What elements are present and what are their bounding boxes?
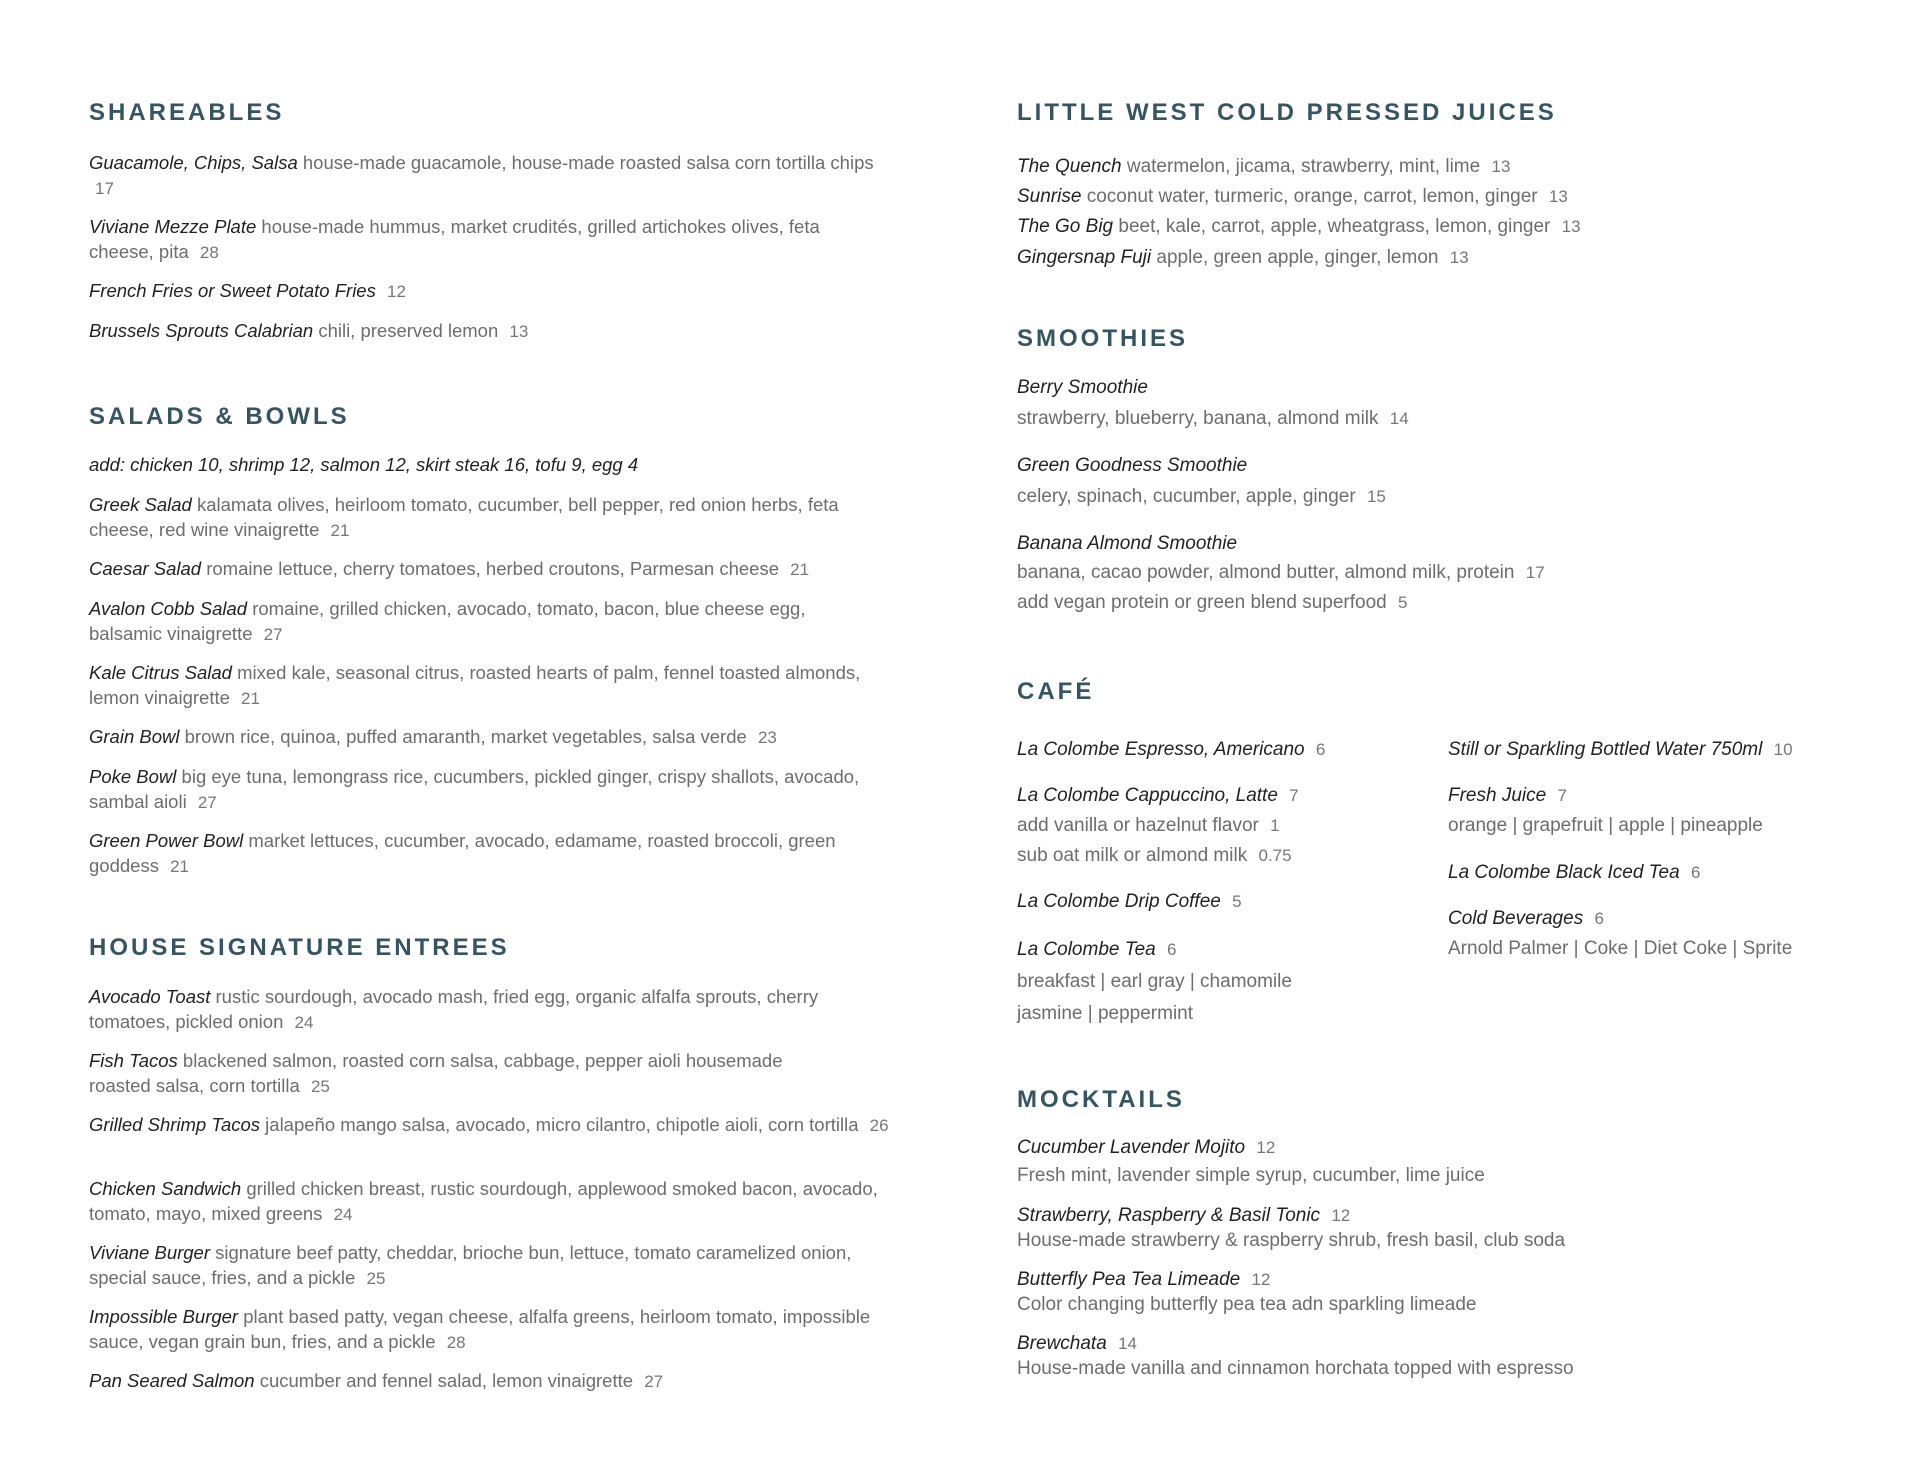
item-name: Grain Bowl	[89, 726, 180, 747]
item-name: The Go Big	[1017, 216, 1114, 237]
item-price: 13	[1548, 187, 1568, 206]
item-option-line: jasmine | peppermint	[1017, 1003, 1194, 1024]
item-desc: jalapeño mango salsa, avocado, micro cilantro, chipotle aioli, corn tortilla	[265, 1114, 859, 1135]
item-price: 6	[1594, 909, 1604, 928]
menu-item	[1017, 182, 1568, 212]
item-desc: brown rice, quinoa, puffed amaranth, market vegetables, salsa verde	[184, 726, 747, 747]
menu-item	[89, 1112, 889, 1138]
menu-item	[89, 278, 406, 304]
item-price: 28	[199, 243, 219, 262]
item-price: 25	[366, 1269, 386, 1288]
item-name: Butterfly Pea Tea Limeade	[1017, 1269, 1241, 1290]
section-title-smoothies: SMOOTHIES	[1017, 325, 1189, 352]
menu-item	[89, 724, 777, 750]
item-desc-line	[1017, 404, 1409, 434]
item-name: Sunrise	[1017, 186, 1082, 207]
item-desc: blackened salmon, roasted corn salsa, cabbage, pepper aioli housemade roasted salsa, corn tortilla	[89, 1050, 783, 1096]
item-option-line: breakfast | earl gray | chamomile	[1017, 971, 1292, 992]
menu-item	[1017, 935, 1176, 965]
item-desc-line	[1017, 482, 1386, 512]
menu-item	[89, 660, 879, 711]
item-price: 12	[1256, 1138, 1276, 1157]
item-price: 6	[1167, 940, 1177, 959]
item-desc-line	[1017, 558, 1545, 588]
item-desc: celery, spinach, cucumber, apple, ginger	[1017, 486, 1356, 507]
item-desc: signature beef patty, cheddar, brioche bun, lettuce, tomato caramelized onion, special sauce, fries, and a pickle	[89, 1242, 852, 1288]
menu-item	[89, 318, 528, 344]
item-desc: Fresh mint, lavender simple syrup, cucumber, lime juice	[1017, 1165, 1485, 1186]
section-title-juices: LITTLE WEST COLD PRESSED JUICES	[1017, 99, 1557, 126]
item-name: Pan Seared Salmon	[89, 1370, 255, 1391]
item-name: Brussels Sprouts Calabrian	[89, 320, 314, 341]
item-price: 13	[1491, 157, 1511, 176]
item-price: 14	[1118, 1334, 1137, 1353]
item-price: 14	[1389, 409, 1409, 428]
item-desc: romaine lettuce, cherry tomatoes, herbed croutons, Parmesan cheese	[206, 558, 780, 579]
menu-item	[89, 492, 889, 543]
item-name: Avalon Cobb Salad	[89, 598, 248, 619]
item-name: La Colombe Tea	[1017, 939, 1156, 960]
item-name: La Colombe Drip Coffee	[1017, 891, 1221, 912]
item-price: 13	[1561, 217, 1581, 236]
item-price: 23	[757, 728, 777, 747]
menu-item	[89, 764, 879, 815]
menu-item	[89, 984, 869, 1035]
item-name: Gingersnap Fuji	[1017, 247, 1152, 268]
item-price: 27	[644, 1372, 664, 1391]
item-option-line	[1017, 841, 1292, 871]
item-desc: House-made vanilla and cinnamon horchata topped with espresso	[1017, 1358, 1574, 1379]
item-desc: mixed kale, seasonal citrus, roasted hearts of palm, fennel toasted almonds, lemon vinaigrette	[89, 662, 861, 708]
item-name: Kale Citrus Salad	[89, 662, 232, 683]
item-name: Banana Almond Smoothie	[1017, 533, 1238, 554]
item-option-price: 1	[1270, 816, 1280, 835]
item-desc: chili, preserved lemon	[318, 320, 499, 341]
menu-item	[89, 214, 879, 265]
item-name: Grilled Shrimp Tacos	[89, 1114, 261, 1135]
item-price: 17	[95, 179, 114, 198]
item-price: 21	[241, 689, 260, 708]
item-price: 21	[170, 857, 190, 876]
menu-item	[89, 1304, 879, 1355]
item-desc: banana, cacao powder, almond butter, almond milk, protein	[1017, 562, 1515, 583]
menu-item	[89, 1048, 789, 1099]
menu-item	[1448, 735, 1793, 765]
item-name: Impossible Burger	[89, 1306, 239, 1327]
item-name: Still or Sparkling Bottled Water 750ml	[1448, 739, 1763, 760]
menu-item	[1448, 781, 1567, 811]
item-desc: market lettuces, cucumber, avocado, edamame, roasted broccoli, green goddess	[89, 830, 836, 876]
item-price: 5	[1232, 892, 1242, 911]
item-name: Viviane Burger	[89, 1242, 211, 1263]
item-price: 27	[263, 625, 283, 644]
item-price: 17	[1525, 563, 1545, 582]
item-option-line: orange | grapefruit | apple | pineapple	[1448, 815, 1763, 836]
item-desc: rustic sourdough, avocado mash, fried egg, organic alfalfa sprouts, cherry tomatoes, pickled onion	[89, 986, 819, 1032]
item-price: 6	[1690, 863, 1701, 882]
item-price: 15	[1366, 487, 1386, 506]
item-desc: big eye tuna, lemongrass rice, cucumbers, pickled ginger, crispy shallots, avocado, sambal aioli	[89, 766, 860, 812]
item-price: 6	[1315, 740, 1326, 759]
item-desc: strawberry, blueberry, banana, almond milk	[1017, 408, 1379, 429]
item-extra: add vegan protein or green blend superfood	[1017, 592, 1387, 613]
item-desc: Color changing butterfly pea tea adn sparkling limeade	[1017, 1294, 1477, 1315]
menu-item	[1017, 1133, 1275, 1163]
item-desc: House-made strawberry & raspberry shrub, fresh basil, club soda	[1017, 1230, 1566, 1251]
item-name: Strawberry, Raspberry & Basil Tonic	[1017, 1205, 1321, 1226]
section-title-mocktails: MOCKTAILS	[1017, 1086, 1185, 1113]
menu-item	[1017, 735, 1325, 765]
menu-item	[1448, 858, 1700, 888]
item-name: Fresh Juice	[1448, 785, 1547, 806]
item-option-line: Arnold Palmer | Coke | Diet Coke | Sprite	[1448, 938, 1793, 959]
item-name: Caesar Salad	[89, 558, 202, 579]
menu-item	[1017, 887, 1242, 917]
item-price: 7	[1557, 786, 1567, 805]
item-name: La Colombe Espresso, Americano	[1017, 739, 1305, 760]
item-price: 10	[1773, 740, 1793, 759]
item-name: Berry Smoothie	[1017, 377, 1148, 398]
menu-item	[1017, 243, 1469, 273]
item-price: 13	[509, 322, 529, 341]
menu-item	[89, 150, 879, 201]
item-price: 12	[1331, 1206, 1351, 1225]
item-name: Fish Tacos	[89, 1050, 178, 1071]
item-name: Poke Bowl	[89, 766, 177, 787]
section-title-entrees: HOUSE SIGNATURE ENTREES	[89, 934, 510, 961]
item-name: La Colombe Cappuccino, Latte	[1017, 785, 1278, 806]
menu-item	[1448, 904, 1604, 934]
item-name: Green Goodness Smoothie	[1017, 455, 1248, 476]
menu-item	[89, 828, 879, 879]
item-desc: plant based patty, vegan cheese, alfalfa greens, heirloom tomato, impossible sauce, vegan grain bun, fries, and a pickle	[89, 1306, 871, 1352]
menu-item	[1017, 152, 1510, 182]
item-name: Green Power Bowl	[89, 830, 244, 851]
section-title-cafe: CAFÉ	[1017, 678, 1095, 705]
item-desc: watermelon, jicama, strawberry, mint, lime	[1126, 156, 1481, 177]
menu-item	[89, 556, 809, 582]
menu-item	[89, 1240, 889, 1291]
item-price: 25	[310, 1077, 330, 1096]
item-option: add vanilla or hazelnut flavor	[1017, 815, 1259, 836]
item-price: 12	[1251, 1270, 1271, 1289]
item-price: 28	[446, 1333, 466, 1352]
item-desc: house-made hummus, market crudités, grilled artichokes olives, feta cheese, pita	[89, 216, 820, 262]
item-price: 12	[387, 282, 406, 301]
item-desc: beet, kale, carrot, apple, wheatgrass, lemon, ginger	[1118, 216, 1551, 237]
item-desc: grilled chicken breast, rustic sourdough, applewood smoked bacon, avocado, tomato, mayo, mixed greens	[89, 1178, 878, 1224]
item-extra-price: 5	[1398, 593, 1408, 612]
item-price: 24	[294, 1013, 314, 1032]
item-desc: romaine, grilled chicken, avocado, tomato, bacon, blue cheese egg, balsamic vinaigrette	[89, 598, 806, 644]
item-option: sub oat milk or almond milk	[1017, 845, 1248, 866]
item-name: Cold Beverages	[1448, 908, 1584, 929]
item-price: 7	[1289, 786, 1299, 805]
menu-item	[1017, 781, 1299, 811]
item-price: 26	[869, 1116, 889, 1135]
item-name: La Colombe Black Iced Tea	[1448, 862, 1680, 883]
item-extra-line	[1017, 588, 1407, 618]
item-name: Viviane Mezze Plate	[89, 216, 257, 237]
item-name: Guacamole, Chips, Salsa	[89, 152, 298, 173]
section-title-shareables: SHAREABLES	[89, 99, 285, 126]
section-title-salads: SALADS & BOWLS	[89, 403, 350, 430]
menu-item	[89, 1176, 889, 1227]
item-name: French Fries or Sweet Potato Fries	[89, 280, 376, 301]
item-price: 21	[330, 521, 350, 540]
item-option-price: 0.75	[1258, 846, 1292, 865]
item-option-line	[1017, 811, 1280, 841]
item-name: Greek Salad	[89, 494, 192, 515]
item-desc: coconut water, turmeric, orange, carrot, lemon, ginger	[1086, 186, 1538, 207]
item-price: 21	[790, 560, 810, 579]
item-name: The Quench	[1017, 156, 1122, 177]
item-price: 24	[333, 1205, 353, 1224]
item-name: Cucumber Lavender Mojito	[1017, 1137, 1246, 1158]
item-desc: cucumber and fennel salad, lemon vinaigrette	[259, 1370, 634, 1391]
item-price: 13	[1449, 248, 1469, 267]
menu-item	[89, 596, 869, 647]
item-price: 27	[197, 793, 217, 812]
item-desc: kalamata olives, heirloom tomato, cucumber, bell pepper, red onion herbs, feta cheese, red wine vinaigrette	[89, 494, 839, 540]
salads-addon: add: chicken 10, shrimp 12, salmon 12, skirt steak 16, tofu 9, egg 4	[89, 454, 639, 475]
item-name: Chicken Sandwich	[89, 1178, 242, 1199]
menu-item	[89, 1368, 663, 1394]
menu-item	[1017, 212, 1581, 242]
item-desc: apple, green apple, ginger, lemon	[1156, 247, 1439, 268]
item-name: Avocado Toast	[89, 986, 211, 1007]
item-desc: house-made guacamole, house-made roasted salsa corn tortilla chips	[302, 152, 874, 173]
item-name: Brewchata	[1017, 1333, 1107, 1354]
